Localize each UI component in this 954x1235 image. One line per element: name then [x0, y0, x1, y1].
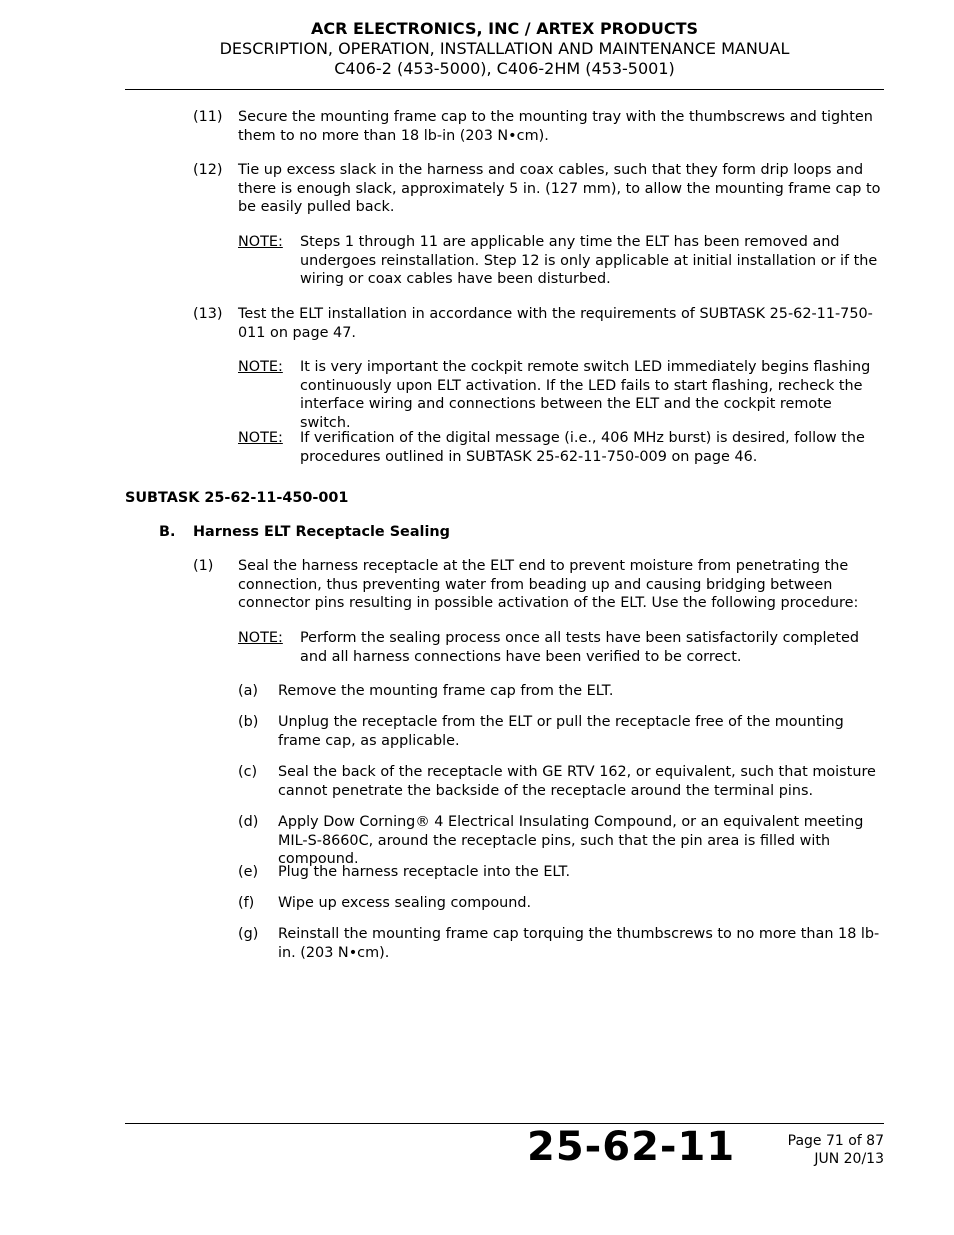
header-divider: [125, 89, 884, 90]
document-code: 25-62-11: [527, 1124, 736, 1170]
footer-divider: [125, 1123, 884, 1124]
substep-label: (f): [238, 895, 255, 911]
substep-label: (g): [238, 926, 259, 942]
note-text: Perform the sealing process once all tests have been satisfactorily completed and all harness connections have been verified to be correct.: [300, 630, 859, 665]
note-text: It is very important the cockpit remote switch LED immediately begins flashing continuously upon ELT activation. If the LED fails to start flashing, recheck the interface wiring and connections between the ELT and the cockpit remote switch.: [300, 359, 871, 431]
step-text: Test the ELT installation in accordance with the requirements of SUBTASK 25-62-11-750-011 on page 47.: [238, 306, 873, 341]
substep-text: Seal the back of the receptacle with GE RTV 162, or equivalent, such that moisture cannot penetrate the backside of the receptacle around the terminal pins.: [278, 764, 876, 799]
note-text: If verification of the digital message (i.e., 406 MHz burst) is desired, follow the procedures outlined in SUBTASK 25-62-11-750-009 on page 46.: [300, 430, 865, 465]
substep-text: Plug the harness receptacle into the ELT.: [278, 864, 571, 880]
step-text: Seal the harness receptacle at the ELT end to prevent moisture from penetrating the connection, thus preventing water from beading up and causing bridging between connector pins resulting in possible activation of the ELT. Use the following procedure:: [238, 558, 859, 612]
manual-title: DESCRIPTION, OPERATION, INSTALLATION AND MAINTENANCE MANUAL: [219, 39, 790, 58]
substep-label: (a): [238, 683, 259, 699]
substep-text: Remove the mounting frame cap from the ELT.: [278, 683, 614, 699]
revision-date: JUN 20/13: [814, 1151, 884, 1167]
substep-label: (b): [238, 714, 259, 730]
document-header: [125, 18, 884, 79]
step-number: (12): [193, 162, 223, 178]
company-name: ACR ELECTRONICS, INC / ARTEX PRODUCTS: [310, 19, 699, 38]
step-text: Secure the mounting frame cap to the mounting tray with the thumbscrews and tighten them to no more than 18 lb-in (203 N•cm).: [238, 109, 873, 144]
page-info: [788, 1132, 884, 1168]
step-number: (11): [193, 109, 223, 125]
note-label: NOTE:: [238, 359, 283, 375]
substep-text: Apply Dow Corning® 4 Electrical Insulating Compound, or an equivalent meeting MIL-S-8660C, around the receptacle pins, such that the pin area is filled with compound.: [278, 814, 864, 868]
note-label: NOTE:: [238, 234, 283, 250]
substep-label: (d): [238, 814, 259, 830]
subtask-heading: SUBTASK 25-62-11-450-001: [125, 490, 349, 506]
note-text: Steps 1 through 11 are applicable any time the ELT has been removed and undergoes reinstallation. Step 12 is only applicable at initial installation or if the wiring or coax cables have been disturbed.: [300, 234, 878, 288]
substep-text: Unplug the receptacle from the ELT or pull the receptacle free of the mounting frame cap, as applicable.: [278, 714, 844, 749]
section-letter: B.: [159, 524, 176, 540]
substep-label: (e): [238, 864, 259, 880]
substep-text: Wipe up excess sealing compound.: [278, 895, 532, 911]
step-text: Tie up excess slack in the harness and coax cables, such that they form drip loops and there is enough slack, approximately 5 in. (127 mm), to allow the mounting frame cap to be easily pulled back.: [238, 162, 881, 216]
step-number: (13): [193, 306, 223, 322]
substep-text: Reinstall the mounting frame cap torquing the thumbscrews to no more than 18 lb-in. (203 N•cm).: [278, 926, 880, 961]
note-label: NOTE:: [238, 430, 283, 446]
substep-label: (c): [238, 764, 258, 780]
model-numbers: C406-2 (453-5000), C406-2HM (453-5001): [334, 59, 675, 78]
step-number: (1): [193, 558, 214, 574]
section-title: Harness ELT Receptacle Sealing: [193, 524, 450, 540]
note-label: NOTE:: [238, 630, 283, 646]
page-number: Page 71 of 87: [787, 1133, 884, 1149]
